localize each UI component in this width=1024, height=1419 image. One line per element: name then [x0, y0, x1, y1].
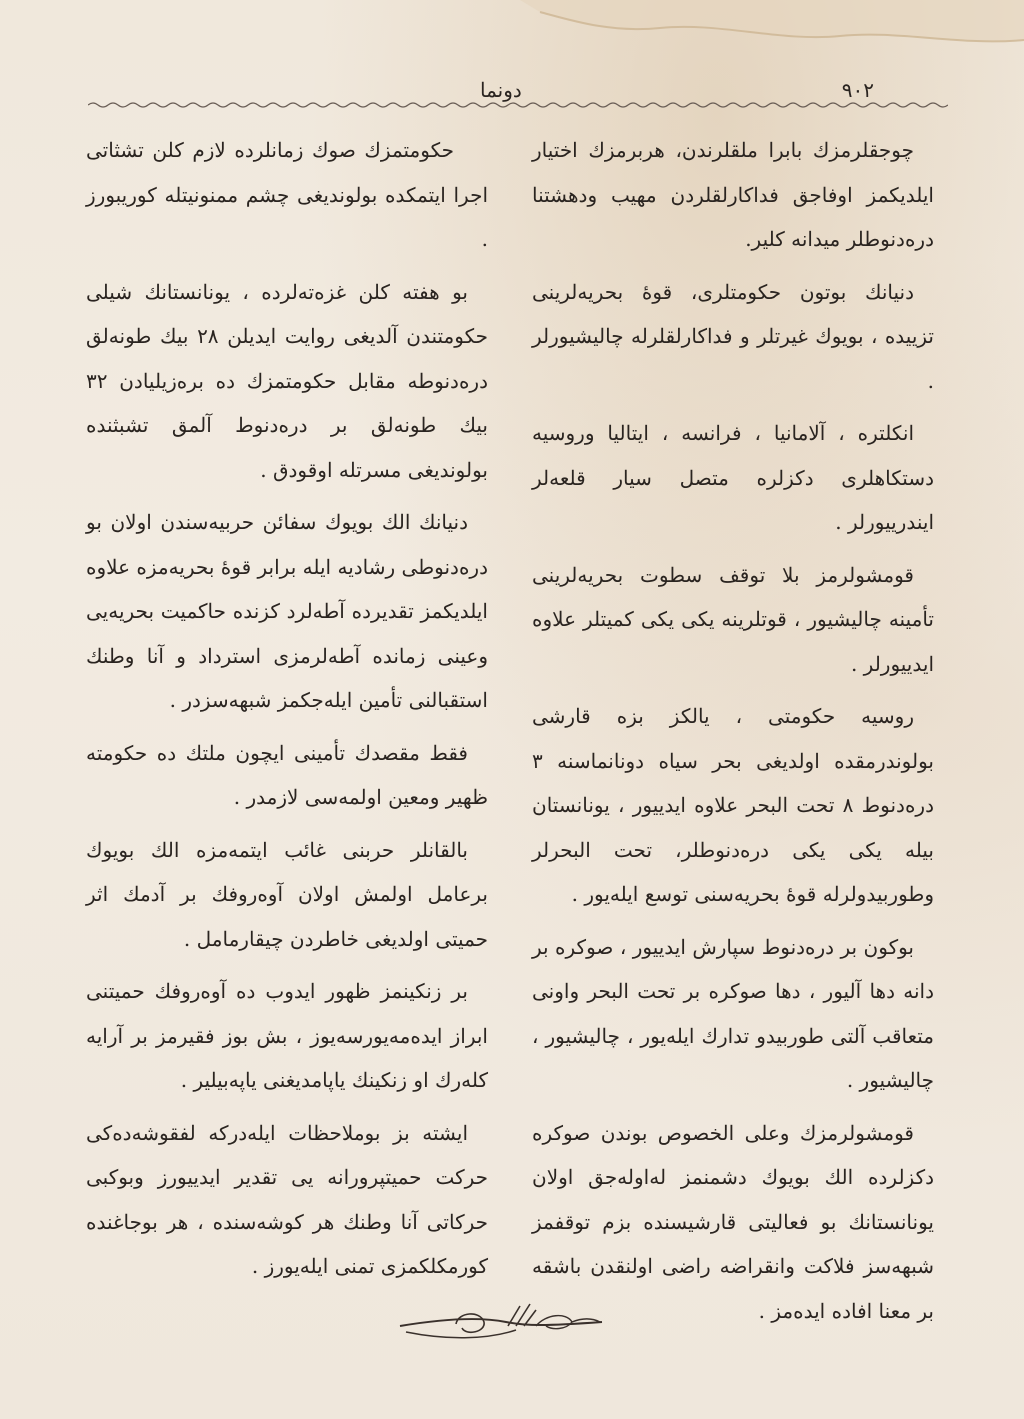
running-title: دونما — [480, 78, 522, 102]
torn-edge-stain — [0, 0, 1024, 70]
paragraph: قومشولرمز بلا توقف سطوت بحریەلرینی تأمینه چالیشیور ، قوتلرینه یکی یکی کمیتلر علاوه ایدییورلر . — [532, 562, 934, 676]
paragraph: حکومتمزك صوك زمانلرده لازم کلن تشثاتی اجرا ایتمکده بولوندیغی چشم ممنونیتله کوریبورز . — [86, 138, 488, 251]
header-wavy-rule — [88, 100, 948, 110]
paragraph: بر زنکینمز ظهور ایدوب ده آوەروفك حمیتنی ابراز ایدەمەیورسەیوز ، بش بوز فقیرمز بر آرایه کلەرك او زنکینك یاپامدیغنی یاپەبیلیر . — [86, 979, 488, 1092]
paragraph: بو هفته کلن غزەتەلرده ، یونانستانك شیلی حکومتندن آلدیغی روایت ایدیلن ۲۸ بیك طونەلق درەدنوطه مقابل حکومتمزك ده برەزیلیادن ۳۲ بیك طونەلق بر درەدنوط آلمق تشبثنده بولوندیغی مسرتله اوقودق . — [86, 279, 488, 482]
paragraph: قومشولرمزك وعلی الخصوص بوندن صوکره دکزلرده الك بویوك دشمنمز لەاولەجق اولان یونانستانك بو فعالیتی قارشیسنده بزم توقفمز شبهەسز فلاکت وانقراضه راضی اولنقدن باشقه بر معنا افاده ایدەمز . — [532, 1120, 934, 1323]
paragraph: بالقانلر حربنی غائب ایتمەمزه الك بویوك برعامل اولمش اولان آوەروفك بر آدمك اثر حمیتی اولدیغی خاطردن چیقارمامل . — [86, 837, 488, 951]
paragraph: چوجقلرمزك بابرا ملقلرندن، هربرمزك اختیار ایلدیکمز اوفاجق فداکارلقلردن مهیب ودهشتنا درەدنوطلر میدانه کلیر. — [532, 138, 934, 251]
paragraph: روسیه حکومتی ، یالکز بزه قارشی بولوندرمقده اولدیغی بحر سیاه دونانماسنه ۳ درەدنوط ۸ تحت البحر علاوه ایدییور ، یونانستان بیله یکی یکی درەدنوطلر، تحت البحرلر وطوربیدولرله قوۀ بحریەسنی توسع ایلەیور . — [532, 704, 934, 906]
paragraph: دنیانك بوتون حکومتلری، قوۀ بحریەلرینی تزییده ، بویوك غیرتلر و فداکارلقلرله چالیشیورلر . — [532, 279, 934, 393]
paragraph: ایشته بز بوملاحظات ایلەدرکه لفقوشەدەکی حرکت حمیتپرورانه یی تقدیر ایدییورز وبوکبی حرکاتی آنا وطنك هر کوشەسندە ، هر بوجاغنده کورمکلکمزی تمنی ایلەیورز . — [86, 1120, 489, 1278]
paragraph: بوکون بر درەدنوط سپارش ایدییور ، صوکره بر دانه دها آلیور ، دها صوکره بر تحت البحر واونی متعاقب آلتی طوربیدو تدارك ایلەیور ، چالیشیور ، چالیشیور . — [532, 934, 934, 1092]
text-column-right — [532, 128, 934, 1341]
page-number: ۹۰۲ — [841, 78, 874, 102]
end-ornament-icon — [396, 1296, 606, 1354]
paragraph: دنیانك الك بویوك سفائن حربیەسندن اولان بو درەدنوطی رشادیه ایله برابر قوۀ بحریەمزه علاوه ایلدیکمز تقدیرده آطەلرد کزنده حاکمیت بحریەیی وعینی زمانده آطەلرمزی استرداد و آنا وطنك استقبالنی تأمین ایلەجکمز شبهەسزدر . — [86, 510, 488, 712]
text-column-left — [86, 128, 488, 1297]
paragraph: انکلتره ، آلامانیا ، فرانسه ، ایتالیا وروسیه دستکاهلری دکزلره متصل سیار قلعەلر ایندرییورلر . — [532, 421, 934, 534]
paragraph: فقط مقصدك تأمینی ایچون ملتك ده حکومته ظهیر ومعین اولمەسی لازمدر . — [86, 740, 488, 809]
